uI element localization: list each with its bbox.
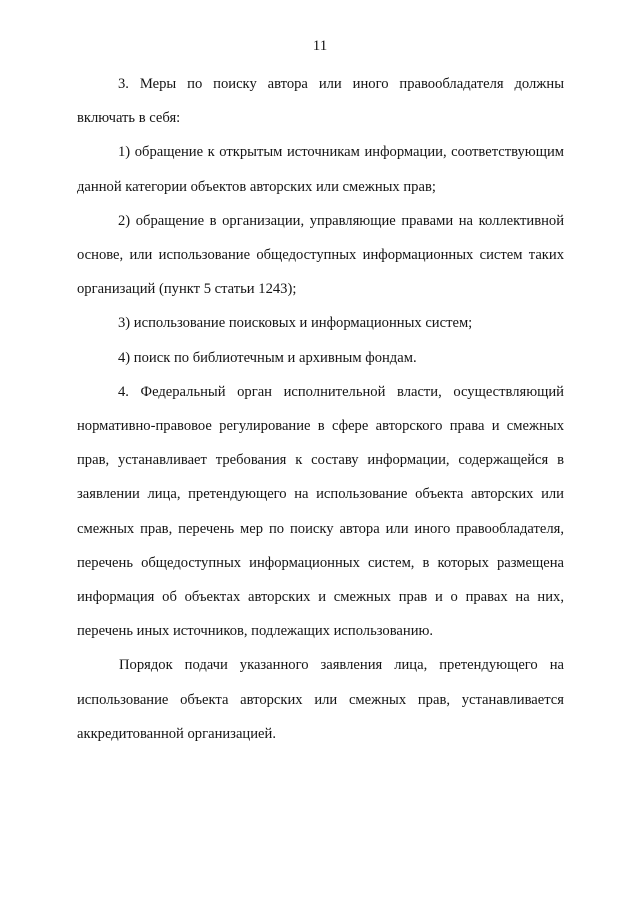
paragraph-measure-2: 2) обращение в организации, управляющие правами на коллективной основе, или использование общедоступных информационных систем таких организаций (пункт 5 статьи 1243); — [77, 212, 564, 298]
paragraph-federal-authority: 4. Федеральный орган исполнительной власти, осуществляющий нормативно-правовое регулирование в сфере авторского права и смежных прав, устанавливает требования к составу информации, содержащейся в заявлении лица, претендующего на использование объекта авторских или смежных прав, перечень мер по поиску автора или иного правообладателя, перечень общедоступных информационных систем, в которых размещена информация об объектах авторских и смежных прав и о правах на них, перечень иных источников, подлежащих использованию. — [77, 383, 564, 640]
paragraph-measure-3: 3) использование поисковых и информационных систем; — [118, 315, 473, 332]
paragraph-measure-1: 1) обращение к открытым источникам информации, соответствующим данной категории объектов авторских или смежных прав; — [77, 144, 564, 195]
paragraph-measure-4: 4) поиск по библиотечным и архивным фондам. — [118, 349, 417, 366]
paragraph-measures-intro: 3. Меры по поиску автора или иного правообладателя должны включать в себя: — [77, 76, 564, 127]
paragraph-submission-procedure: Порядок подачи указанного заявления лица, претендующего на использование объекта авторских или смежных прав, устанавливается аккредитованной организацией. — [77, 657, 564, 742]
document-body — [77, 67, 564, 751]
page-number: 11 — [312, 38, 328, 54]
